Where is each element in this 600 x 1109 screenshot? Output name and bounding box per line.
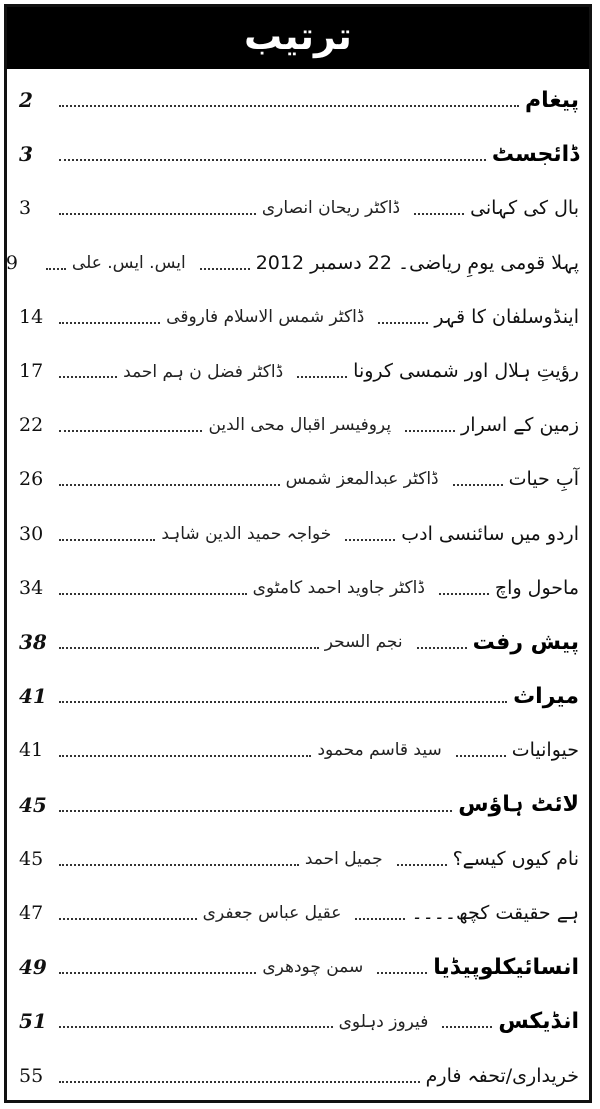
entry-title: پیغام xyxy=(524,87,579,113)
entry-page-number: 55 xyxy=(19,1064,44,1087)
leader-dots xyxy=(59,755,311,757)
entry-title: لائٹ ہاؤس xyxy=(458,792,579,818)
article-entry[interactable] xyxy=(7,290,589,344)
entry-author: ڈاکٹر فضل ن ہم احمد xyxy=(123,361,284,382)
entry-title: رؤیتِ ہلال اور شمسی کرونا xyxy=(353,360,579,382)
entry-page-number: 45 xyxy=(19,792,47,817)
entry-page-number: 14 xyxy=(19,305,44,328)
entry-title: آبِ حیات xyxy=(508,468,579,491)
entry-page-number: 41 xyxy=(19,739,44,762)
article-entry[interactable] xyxy=(7,398,589,452)
leader-dots xyxy=(59,1026,333,1028)
section-entry[interactable] xyxy=(7,127,589,181)
entry-title: پیش رفت xyxy=(472,629,579,655)
entry-author: خواجہ حمید الدین شاہد xyxy=(161,524,332,545)
leader-dots xyxy=(59,972,256,974)
entry-title: ماحول واچ xyxy=(494,576,579,599)
entry-author: فیروز دہلوی xyxy=(338,1011,429,1032)
leader-dots xyxy=(378,322,428,324)
entry-page-number: 51 xyxy=(19,1009,47,1034)
leader-dots xyxy=(46,268,66,270)
entry-author: سمن چودھری xyxy=(262,957,364,978)
article-entry[interactable] xyxy=(7,507,589,561)
entry-page-number: 3 xyxy=(19,142,33,167)
entry-page-number: 26 xyxy=(19,468,44,491)
article-entry[interactable] xyxy=(7,832,589,886)
article-entry[interactable] xyxy=(7,886,589,940)
article-entry[interactable] xyxy=(7,181,589,235)
leader-dots xyxy=(59,647,319,649)
leader-dots xyxy=(59,810,452,812)
entry-page-number: 30 xyxy=(19,522,44,545)
entry-author: ڈاکٹر ریحان انصاری xyxy=(261,198,401,219)
entry-page-number: 45 xyxy=(19,847,44,870)
entry-title: انسائیکلوپیڈیا xyxy=(433,954,579,980)
leader-dots xyxy=(345,539,395,541)
leader-dots xyxy=(439,593,489,595)
entry-title: پہلا قومی یومِ ریاضی۔ 22 دسمبر 2012 xyxy=(255,251,579,274)
entry-title: حیوانیات xyxy=(511,739,579,762)
section-entry[interactable] xyxy=(7,994,589,1048)
section-entry[interactable] xyxy=(7,73,589,127)
entry-title: میراث xyxy=(513,683,579,709)
entry-author: ایس. ایس. علی xyxy=(71,252,186,273)
leader-dots xyxy=(59,376,117,378)
section-entry[interactable] xyxy=(7,778,589,832)
entry-author: سید قاسم محمود xyxy=(317,740,442,761)
article-entry[interactable] xyxy=(7,723,589,777)
section-entry[interactable] xyxy=(7,669,589,723)
leader-dots xyxy=(59,484,280,486)
entry-author: ڈاکٹر جاوید احمد کامٹوی xyxy=(252,577,425,598)
entry-page-number: 38 xyxy=(19,630,47,654)
leader-dots xyxy=(297,376,347,378)
entry-title: زمین کے اسرار xyxy=(461,414,579,437)
leader-dots xyxy=(59,159,486,161)
article-entry[interactable] xyxy=(7,344,589,398)
entry-page-number: 9 xyxy=(5,251,18,274)
leader-dots xyxy=(59,322,160,324)
entry-author: ڈاکٹر شمس الاسلام فاروقی xyxy=(166,306,365,327)
entry-author: نجم السحر xyxy=(324,632,403,652)
entry-title: بال کی کہانی xyxy=(470,197,579,220)
entry-author: ڈاکٹر عبدالمعز شمس xyxy=(285,469,439,490)
entry-title: ہے حقیقت کچھ۔۔۔۔ xyxy=(411,902,579,924)
entry-page-number: 34 xyxy=(19,576,44,599)
entry-title: نام کیوں کیسے؟ xyxy=(452,847,579,870)
title-divider xyxy=(7,65,589,69)
leader-dots xyxy=(59,1081,420,1083)
entry-title: انڈیکس xyxy=(498,1008,579,1034)
entry-page-number: 41 xyxy=(19,684,47,709)
article-entry[interactable] xyxy=(7,1049,589,1103)
entry-author: عقیل عباس جعفری xyxy=(202,903,342,923)
entry-title: اردو میں سائنسی ادب xyxy=(401,522,579,545)
entry-author: جمیل احمد xyxy=(304,848,383,869)
entry-author: پروفیسر اقبال محی الدین xyxy=(208,415,392,436)
leader-dots xyxy=(59,213,256,215)
leader-dots xyxy=(59,864,299,866)
page-title: ترتیب xyxy=(244,14,352,58)
leader-dots xyxy=(377,972,427,974)
leader-dots xyxy=(414,213,464,215)
leader-dots xyxy=(417,647,467,649)
leader-dots xyxy=(59,701,507,703)
leader-dots xyxy=(355,918,405,920)
article-entry[interactable] xyxy=(7,236,589,290)
entry-title: اینڈوسلفان کا قہر xyxy=(434,305,579,328)
section-entry[interactable] xyxy=(7,940,589,994)
contents-frame xyxy=(4,4,592,1103)
article-entry[interactable] xyxy=(7,452,589,506)
article-entry[interactable] xyxy=(7,561,589,615)
leader-dots xyxy=(397,864,447,866)
leader-dots xyxy=(456,755,506,757)
entry-title: ڈائجسٹ xyxy=(491,141,579,167)
entry-page-number: 17 xyxy=(19,360,44,382)
leader-dots xyxy=(59,539,155,541)
entry-page-number: 49 xyxy=(19,955,47,980)
leader-dots xyxy=(59,918,197,920)
leader-dots xyxy=(59,105,519,107)
entry-page-number: 2 xyxy=(19,88,33,112)
leader-dots xyxy=(59,593,247,595)
leader-dots xyxy=(59,430,202,432)
entry-page-number: 3 xyxy=(19,197,32,220)
entry-title: خریداری/تحفہ فارم xyxy=(425,1064,579,1087)
leader-dots xyxy=(453,484,503,486)
entry-page-number: 22 xyxy=(19,414,44,437)
leader-dots xyxy=(200,268,250,270)
section-entry[interactable] xyxy=(7,615,589,669)
entry-page-number: 47 xyxy=(19,902,44,924)
leader-dots xyxy=(405,430,455,432)
title-bar xyxy=(7,7,589,65)
leader-dots xyxy=(442,1026,492,1028)
